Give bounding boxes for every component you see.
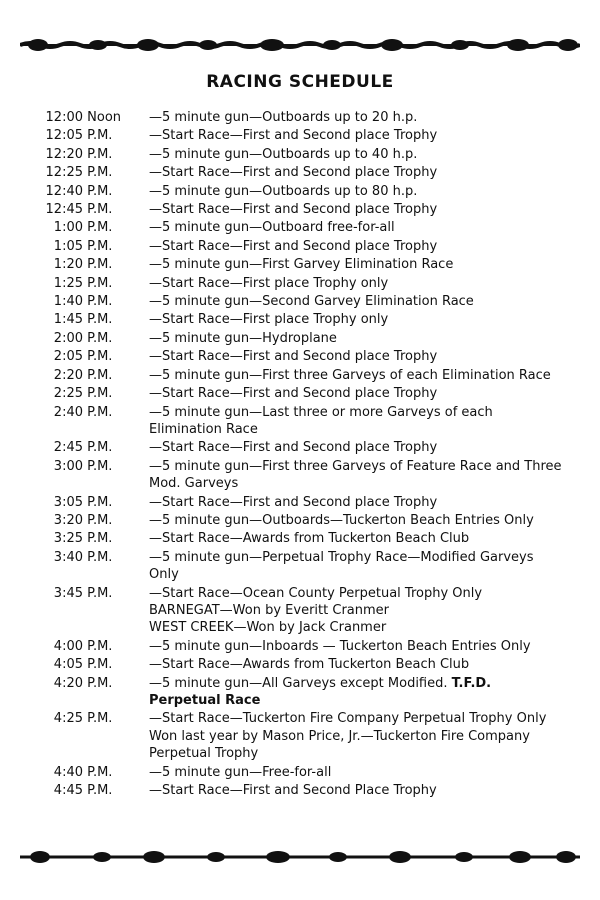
entry-ampm: P.M. (87, 294, 113, 310)
entry-time (34, 585, 149, 602)
entry-ampm: P.M. (87, 202, 113, 218)
entry-time (34, 330, 149, 347)
entry-clock: 12:20 (45, 146, 83, 162)
entry-description (149, 675, 564, 710)
schedule-entry (34, 638, 564, 655)
entry-note: Won last year by Mason Price, Jr.—Tuckerton Fire Company Perpetual Trophy (149, 728, 530, 762)
entry-ampm: P.M. (87, 440, 113, 456)
schedule-entry (34, 458, 564, 493)
entry-time (34, 293, 149, 310)
entry-time (34, 164, 149, 181)
entry-text: —Start Race—First and Second place Trophy (149, 349, 438, 365)
entry-ampm: P.M. (87, 585, 113, 601)
entry-ampm: P.M. (87, 312, 113, 328)
entry-clock: 4:40 (53, 764, 83, 780)
entry-text: —Start Race—First and Second place Trophy (149, 386, 438, 402)
entry-time (34, 238, 149, 255)
entry-time (34, 109, 149, 126)
entry-clock: 2:45 (53, 440, 83, 456)
entry-clock: 1:25 (53, 275, 83, 291)
entry-text: —Start Race—First place Trophy only (149, 312, 389, 328)
schedule-entry (34, 675, 564, 710)
entry-text: —Start Race—First place Trophy only (149, 275, 389, 291)
entry-description (149, 530, 564, 547)
entry-ampm: P.M. (87, 783, 113, 799)
entry-text: —5 minute gun—Inboards — Tuckerton Beach Entries Only (149, 638, 531, 654)
entry-description (149, 256, 564, 273)
entry-clock: 3:40 (53, 549, 83, 565)
entry-description (149, 512, 564, 529)
entry-description (149, 164, 564, 181)
entry-ampm: P.M. (87, 657, 113, 673)
entry-clock: 2:05 (53, 349, 83, 365)
racing-schedule-list (34, 109, 564, 799)
schedule-entry (34, 219, 564, 236)
entry-text: —5 minute gun—Last three or more Garveys of each Elimination Race (149, 404, 493, 437)
entry-text: —Start Race—Awards from Tuckerton Beach Club (149, 657, 470, 673)
schedule-entry (34, 367, 564, 384)
entry-ampm: Noon (87, 110, 122, 125)
entry-text: —5 minute gun—Hydroplane (149, 330, 337, 346)
entry-time (34, 549, 149, 584)
entry-description (149, 585, 564, 602)
entry-clock: 3:25 (53, 531, 83, 547)
entry-text: —Start Race—Awards from Tuckerton Beach Club (149, 531, 470, 547)
entry-text: —Start Race—Tuckerton Fire Company Perpetual Trophy Only (149, 711, 547, 727)
schedule-entry (34, 585, 564, 602)
entry-text: —5 minute gun—Second Garvey Elimination Race (149, 294, 474, 310)
schedule-entry (34, 330, 564, 347)
entry-text: —5 minute gun—Outboards up to 40 h.p. (149, 146, 418, 162)
entry-text: —5 minute gun—Outboard free-for-all (149, 220, 395, 236)
entry-text: —5 minute gun—Outboards—Tuckerton Beach Entries Only (149, 512, 534, 528)
entry-time (34, 675, 149, 710)
entry-clock: 2:00 (53, 330, 83, 346)
entry-text: —5 minute gun—Outboards up to 80 h.p. (149, 183, 418, 199)
entry-text: —Start Race—First and Second place Trophy (149, 202, 438, 218)
entry-text: —Start Race—First and Second place Trophy (149, 238, 438, 254)
entry-description (149, 219, 564, 236)
entry-time (34, 439, 149, 456)
entry-text: —Start Race—First and Second place Trophy (149, 165, 438, 181)
entry-description (149, 275, 564, 292)
entry-text: —Start Race—Ocean County Perpetual Trophy Only (149, 585, 483, 601)
schedule-entry (34, 256, 564, 273)
entry-description (149, 458, 564, 493)
schedule-entry (34, 656, 564, 673)
entry-text: —Start Race—First and Second place Trophy (149, 494, 438, 510)
entry-clock: 12:25 (45, 165, 83, 181)
entry-time (34, 367, 149, 384)
entry-clock: 12:40 (45, 183, 83, 199)
entry-ampm: P.M. (87, 238, 113, 254)
entry-clock: 3:00 (53, 458, 83, 474)
schedule-entry (34, 348, 564, 365)
entry-description (149, 109, 564, 126)
entry-description (149, 348, 564, 365)
entry-bold-text: T.F.D. Perpetual Race (149, 675, 492, 708)
entry-time (34, 219, 149, 236)
entry-text: —5 minute gun—Perpetual Trophy Race—Modified Garveys Only (149, 549, 534, 583)
entry-ampm: P.M. (87, 275, 113, 291)
entry-clock: 12:45 (45, 202, 83, 218)
schedule-entry (34, 439, 564, 456)
entry-time (34, 494, 149, 511)
entry-clock: 1:40 (53, 294, 83, 310)
entry-ampm: P.M. (87, 386, 113, 402)
entry-description (149, 238, 564, 255)
schedule-entry (34, 146, 564, 163)
entry-time (34, 782, 149, 799)
entry-clock: 12:05 (45, 128, 83, 144)
entry-ampm: P.M. (87, 128, 113, 144)
schedule-entry (34, 201, 564, 218)
entry-note: WEST CREEK—Won by Jack Cranmer (149, 620, 387, 636)
entry-note: BARNEGAT—Won by Everitt Cranmer (149, 602, 389, 618)
entry-description (149, 494, 564, 511)
entry-clock: 2:20 (53, 367, 83, 383)
entry-time (34, 256, 149, 273)
schedule-entry (34, 764, 564, 781)
entry-description (149, 127, 564, 144)
schedule-entry (34, 109, 564, 126)
schedule-entry (34, 549, 564, 584)
entry-description (149, 201, 564, 218)
entry-time (34, 656, 149, 673)
entry-description (149, 311, 564, 328)
page-title: RACING SCHEDULE (206, 72, 394, 92)
entry-ampm: P.M. (87, 711, 113, 727)
entry-description (149, 782, 564, 799)
entry-description (149, 146, 564, 163)
entry-clock: 2:40 (53, 404, 83, 420)
entry-time (34, 127, 149, 144)
entry-time (34, 201, 149, 218)
entry-text: —5 minute gun—First three Garveys of each Elimination Race (149, 367, 551, 383)
schedule-entry (34, 183, 564, 200)
entry-ampm: P.M. (87, 165, 113, 181)
entry-time (34, 512, 149, 529)
entry-clock: 1:45 (53, 312, 83, 328)
entry-text: —5 minute gun—Outboards up to 20 h.p. (149, 110, 418, 125)
entry-text: —5 minute gun—First three Garveys of Feature Race and Three Mod. Garveys (149, 458, 562, 492)
entry-description (149, 764, 564, 781)
entry-time (34, 710, 149, 727)
entry-ampm: P.M. (87, 183, 113, 199)
entry-clock: 1:00 (53, 220, 83, 236)
entry-text: —Start Race—First and Second place Trophy (149, 128, 438, 144)
entry-ampm: P.M. (87, 367, 113, 383)
entry-text: —Start Race—First and Second place Trophy (149, 440, 438, 456)
schedule-entry (34, 127, 564, 144)
schedule-entry (34, 164, 564, 181)
entry-time (34, 530, 149, 547)
entry-description (149, 439, 564, 456)
entry-ampm: P.M. (87, 549, 113, 565)
entry-clock: 4:00 (53, 638, 83, 654)
entry-clock: 1:20 (53, 257, 83, 273)
entry-description (149, 367, 564, 384)
entry-time (34, 458, 149, 493)
schedule-entry (34, 530, 564, 547)
entry-description (149, 404, 564, 439)
entry-clock: 1:05 (53, 238, 83, 254)
entry-description (149, 293, 564, 310)
schedule-entry (34, 311, 564, 328)
entry-clock: 3:05 (53, 494, 83, 510)
entry-text: —5 minute gun—First Garvey Elimination Race (149, 257, 454, 273)
schedule-entry (34, 238, 564, 255)
entry-description (149, 183, 564, 200)
entry-clock: 3:20 (53, 512, 83, 528)
entry-ampm: P.M. (87, 330, 113, 346)
entry-description (149, 638, 564, 655)
entry-ampm: P.M. (87, 257, 113, 273)
entry-clock: 4:05 (53, 657, 83, 673)
entry-time (34, 385, 149, 402)
entry-clock: 4:20 (53, 675, 83, 691)
entry-description (149, 385, 564, 402)
entry-clock: 4:25 (53, 711, 83, 727)
rope-divider-bottom (20, 850, 580, 864)
entry-ampm: P.M. (87, 638, 113, 654)
schedule-entry (34, 293, 564, 310)
schedule-entry (34, 404, 564, 439)
entry-ampm: P.M. (87, 531, 113, 547)
schedule-entry (34, 710, 564, 727)
entry-clock: 12:00 (45, 110, 83, 125)
entry-text: —5 minute gun—Free-for-all (149, 764, 332, 780)
rope-divider-top (20, 38, 580, 52)
entry-time (34, 311, 149, 328)
entry-time (34, 183, 149, 200)
entry-time (34, 404, 149, 439)
entry-clock: 2:25 (53, 386, 83, 402)
entry-description (149, 549, 564, 584)
entry-time (34, 348, 149, 365)
entry-ampm: P.M. (87, 675, 113, 691)
entry-ampm: P.M. (87, 458, 113, 474)
entry-ampm: P.M. (87, 764, 113, 780)
entry-ampm: P.M. (87, 494, 113, 510)
entry-clock: 3:45 (53, 585, 83, 601)
entry-description (149, 710, 564, 727)
entry-ampm: P.M. (87, 512, 113, 528)
entry-time (34, 146, 149, 163)
entry-time (34, 764, 149, 781)
entry-ampm: P.M. (87, 146, 113, 162)
schedule-entry (34, 494, 564, 511)
schedule-entry (34, 275, 564, 292)
entry-ampm: P.M. (87, 220, 113, 236)
entry-description (149, 330, 564, 347)
entry-time (34, 275, 149, 292)
entry-ampm: P.M. (87, 404, 113, 420)
schedule-entry (34, 512, 564, 529)
entry-clock: 4:45 (53, 783, 83, 799)
entry-ampm: P.M. (87, 349, 113, 365)
entry-time (34, 638, 149, 655)
schedule-entry (34, 782, 564, 799)
entry-text: —Start Race—First and Second Place Trophy (149, 783, 437, 799)
entry-description (149, 656, 564, 673)
schedule-entry (34, 385, 564, 402)
entry-text: —5 minute gun—All Garveys except Modified. (149, 675, 452, 691)
